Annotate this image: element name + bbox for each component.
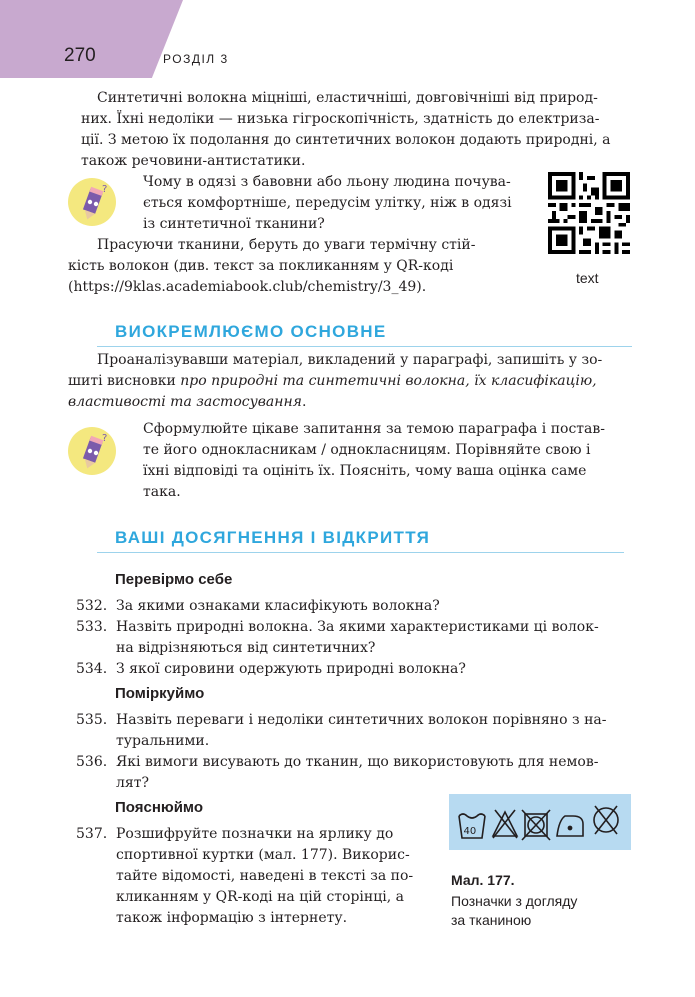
iron-low-icon	[557, 816, 583, 836]
heading-rule	[97, 552, 624, 553]
question-537: 537. Розшифруйте позначки на ярлику до спортивної куртки (мал. 177). Викорис- тайте відомості, наведені в тексті за по- кликанням у QR-коді на цій сторінці, а також інформацію з інтернету.	[76, 826, 414, 926]
task-line-1: Сформулюйте цікаве запитання за темою параграфа і постав-	[143, 421, 605, 437]
svg-text:?: ?	[102, 184, 108, 195]
intro-line-1: Синтетичні волокна міцніші, еластичніші, довговічніші від природ-	[97, 90, 598, 106]
question-line-1: Чому в одязі з бавовни або льону людина почува-	[143, 174, 511, 190]
question-536: 536. Які вимоги висувають до тканин, що використовують для немов- лят?	[76, 754, 599, 791]
pencil-question-icon	[68, 178, 116, 226]
task-line-2: те його однокласникам / однокласницям. Порівняйте свою і	[143, 442, 591, 458]
ironing-line-1: Прасуючи тканини, беруть до уваги термічну стій-	[97, 237, 476, 253]
section-heading-main-points: ВИОКРЕМЛЮЄМО ОСНОВНЕ	[115, 322, 387, 341]
intro-line-3: ції. З метою їх подолання до синтетичних волокон додають природні, а	[81, 132, 611, 148]
no-dry-clean-icon	[594, 806, 618, 834]
wash-40-icon	[459, 814, 485, 838]
no-bleach-icon	[493, 810, 517, 838]
qr-code[interactable]	[548, 172, 630, 254]
section-label: РОЗДІЛ 3	[163, 52, 229, 66]
pencil-question-icon	[68, 427, 116, 475]
svg-text:?: ?	[102, 433, 108, 444]
subhead-lets-explain: Пояснюймо	[115, 799, 203, 816]
summary-line-1: Проаналізувавши матеріал, викладений у параграфі, запишіть у зо-	[97, 352, 603, 368]
question-line-3: із синтетичної тканини?	[143, 216, 325, 232]
question-533: 533. Назвіть природні волокна. За якими характеристиками ці волок- на відрізняються від синтетичних?	[76, 619, 599, 656]
summary-line-2: шиті висновки про природні та синтетичні волокна, їх класифікацію,	[68, 373, 597, 389]
task-line-4: така.	[143, 484, 181, 500]
summary-line-3: властивості та застосування.	[68, 394, 307, 410]
question-535: 535. Назвіть переваги і недоліки синтетичних волокон порівняно з на- туральними.	[76, 712, 607, 749]
ironing-line-2: кість волокон (див. текст за покликанням у QR-коді	[68, 258, 454, 274]
subhead-lets-think: Поміркуймо	[115, 685, 205, 702]
svg-text:40: 40	[463, 826, 477, 837]
no-tumble-dry-icon	[522, 810, 550, 840]
figure-caption: Позначки з догляду за тканиною	[451, 893, 578, 928]
ironing-line-3: (https://9klas.academiabook.club/chemistry/3_49).	[68, 279, 427, 295]
heading-rule	[97, 346, 632, 347]
page-number: 270	[64, 45, 96, 66]
question-534: 534. З якої сировини одержують природні волокна?	[76, 661, 466, 677]
care-label-image	[449, 794, 631, 850]
question-532: 532. За якими ознаками класифікують волокна?	[76, 598, 440, 614]
intro-line-2: них. Їхні недоліки — низька гігроскопічність, здатність до електриза-	[81, 111, 600, 127]
section-heading-achievements: ВАШІ ДОСЯГНЕННЯ І ВІДКРИТТЯ	[115, 528, 431, 547]
question-line-2: ється комфортніше, передусім улітку, ніж в одязі	[143, 195, 512, 211]
task-line-3: їхні відповіді та оцініть їх. Поясніть, чому ваша оцінка саме	[143, 463, 587, 479]
figure-number: Мал. 177.	[451, 872, 515, 888]
intro-line-4: також речовини-антистатики.	[81, 153, 306, 169]
subhead-check-yourself: Перевірмо себе	[115, 571, 233, 588]
qr-caption: text	[576, 270, 599, 286]
